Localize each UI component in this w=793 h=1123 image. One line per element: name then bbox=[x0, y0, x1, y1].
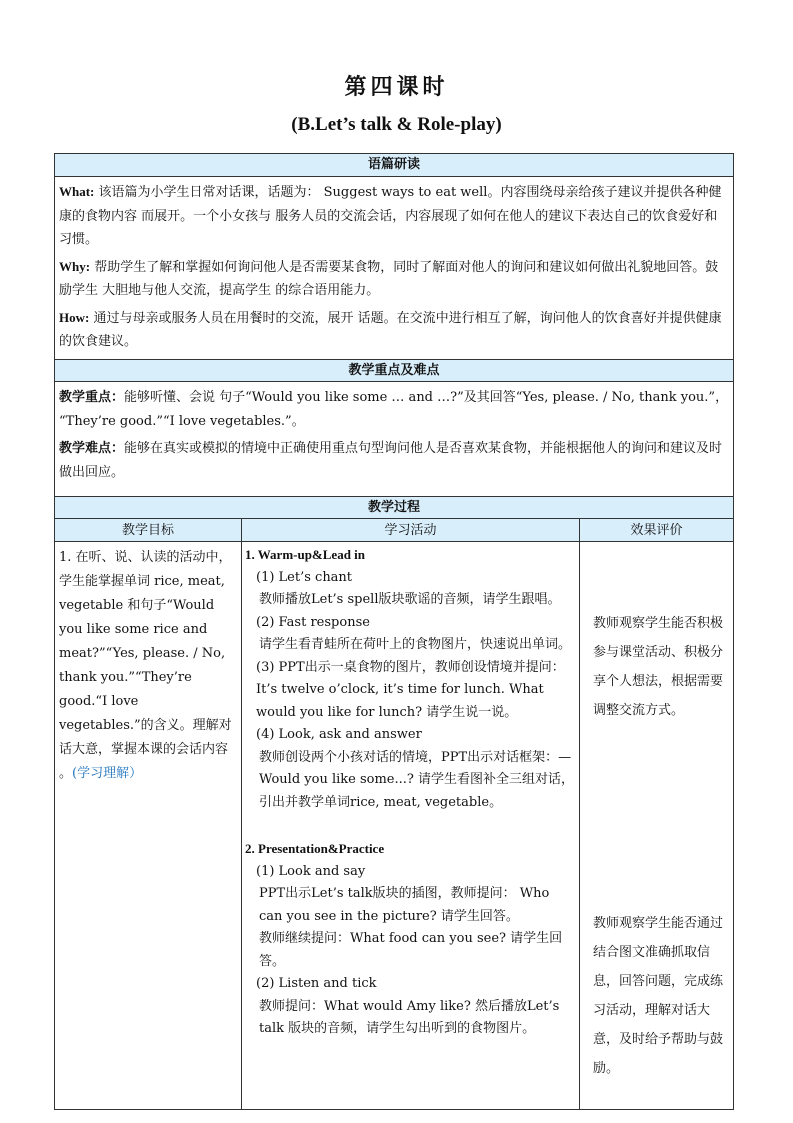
section-header-text-study: 语篇研读 bbox=[55, 154, 733, 177]
column-header-goal: 教学目标 bbox=[55, 519, 241, 542]
presentation-item-label: (2) Listen and tick bbox=[256, 976, 377, 991]
key-point-paragraph bbox=[59, 385, 729, 433]
key-point-text: 能够听懂、会说 句子“Would you like some … and …?”及其回答“Yes, please. / No, thank you.”， “They’re good.”“I love vegetables.”。 bbox=[59, 390, 729, 429]
warmup-item-label: (1) Let’s chant bbox=[256, 569, 353, 585]
lesson-table bbox=[54, 153, 734, 1110]
warmup-item-label: (3) PPT出示一桌食物的图片，教师创设情境并提问：It’s twelve o’clock, it’s time for lunch. What would you like for lunch? 请学生说一说。 bbox=[256, 659, 565, 720]
column-divider bbox=[241, 519, 242, 1109]
key-points-block bbox=[59, 385, 729, 487]
section-header-teaching-process: 教学过程 bbox=[55, 496, 733, 519]
how-paragraph bbox=[59, 306, 729, 354]
what-paragraph bbox=[59, 180, 729, 252]
evaluation-2: 教师观察学生能否通过结合图文准确抓取信息，回答问题，完成练习活动，理解对话大意，及时给予帮助与鼓励。 bbox=[593, 916, 724, 1076]
warmup-item-label: (2) Fast response bbox=[256, 614, 370, 630]
column-divider bbox=[579, 519, 580, 1109]
presentation-item-text: 教师继续提问：What food can you see? 请学生回答。 bbox=[259, 931, 563, 969]
warmup-item-text: 请学生看青蛙所在荷叶上的食物图片，快速说出单词。 bbox=[259, 637, 572, 652]
warmup-item-label: (4) Look, ask and answer bbox=[256, 727, 422, 742]
column-header-evaluation: 效果评价 bbox=[580, 519, 733, 542]
what-text: 该语篇为小学生日常对话课，话题为： Suggest ways to eat well。内容围绕母亲给孩子建议并提供各种健康的食物内容 而展开。一个小女孩与 服务人员的交流会话，内容展现了如何在他人的建议下表达自己的饮食爱好和习惯。 bbox=[59, 185, 722, 247]
warmup-item-text: 教师创设两个小孩对话的情境，PPT出示对话框架：—Would you like some...? 请学生看图补全三组对话，引出并教学单词rice, meat, vegetable。 bbox=[259, 749, 575, 810]
page-subtitle: (B.Let’s talk & Role-play) bbox=[291, 114, 502, 135]
difficulty-label: 教学难点： bbox=[59, 440, 125, 455]
goal-text: 1. 在听、说、认读的活动中，学生能掌握单词 rice, meat, vegetable 和句子“Would you like some rice and meat?”“Yes, please. / No, thank you.”“They’re good.“I love vegetables.”的含义。理解对话大意，掌握本课的会话内容 。 bbox=[59, 550, 232, 781]
presentation-item-text: PPT出示Let’s talk版块的插图，教师提问： Who can you see in the picture? 请学生回答。 bbox=[259, 886, 550, 924]
warmup-heading: 1. Warm-up&Lead in bbox=[245, 547, 366, 562]
why-paragraph bbox=[59, 255, 729, 303]
presentation-heading: 2. Presentation&Practice bbox=[245, 841, 385, 856]
page-title: 第四课时 bbox=[344, 74, 449, 100]
warmup-item-text: 教师播放Let’s spell版块歌谣的音频，请学生跟唱。 bbox=[259, 592, 561, 607]
section-header-key-points: 教学重点及难点 bbox=[55, 359, 733, 382]
goal-cell bbox=[59, 546, 237, 786]
goal-link[interactable]: (学习理解） bbox=[72, 766, 143, 781]
why-label: Why: bbox=[59, 258, 91, 274]
evaluation-1: 教师观察学生能否积极参与课堂活动、积极分享个人想法，根据需要调整交流方式。 bbox=[593, 616, 724, 718]
presentation-item-text: 教师提问：What would Amy like? 然后播放Let’s talk 版块的音频，请学生勾出听到的食物图片。 bbox=[259, 998, 560, 1036]
text-study-block bbox=[59, 180, 729, 357]
activity-cell bbox=[245, 542, 575, 1041]
presentation-item-label: (1) Look and say bbox=[256, 863, 366, 879]
what-label: What: bbox=[59, 184, 95, 199]
difficulty-paragraph bbox=[59, 436, 729, 484]
difficulty-text: 能够在真实或模拟的情境中正确使用重点句型询问他人是否喜欢某食物，并能根据他人的询问和建议及时做出回应。 bbox=[59, 441, 723, 480]
column-header-activity: 学习活动 bbox=[242, 519, 579, 542]
key-point-label: 教学重点： bbox=[59, 389, 125, 404]
why-text: 帮助学生了解和掌握如何询问他人是否需要某食物，同时了解面对他人的询问和建议如何做出礼貌地回答。鼓励学生 大胆地与他人交流，提高学生 的综合语用能力。 bbox=[59, 259, 719, 298]
how-text: 通过与母亲或服务人员在用餐时的交流，展开 话题。在交流中进行相互了解，询问他人的饮食喜好并提供健康的饮食建议。 bbox=[59, 310, 722, 349]
how-label: How: bbox=[59, 309, 90, 325]
